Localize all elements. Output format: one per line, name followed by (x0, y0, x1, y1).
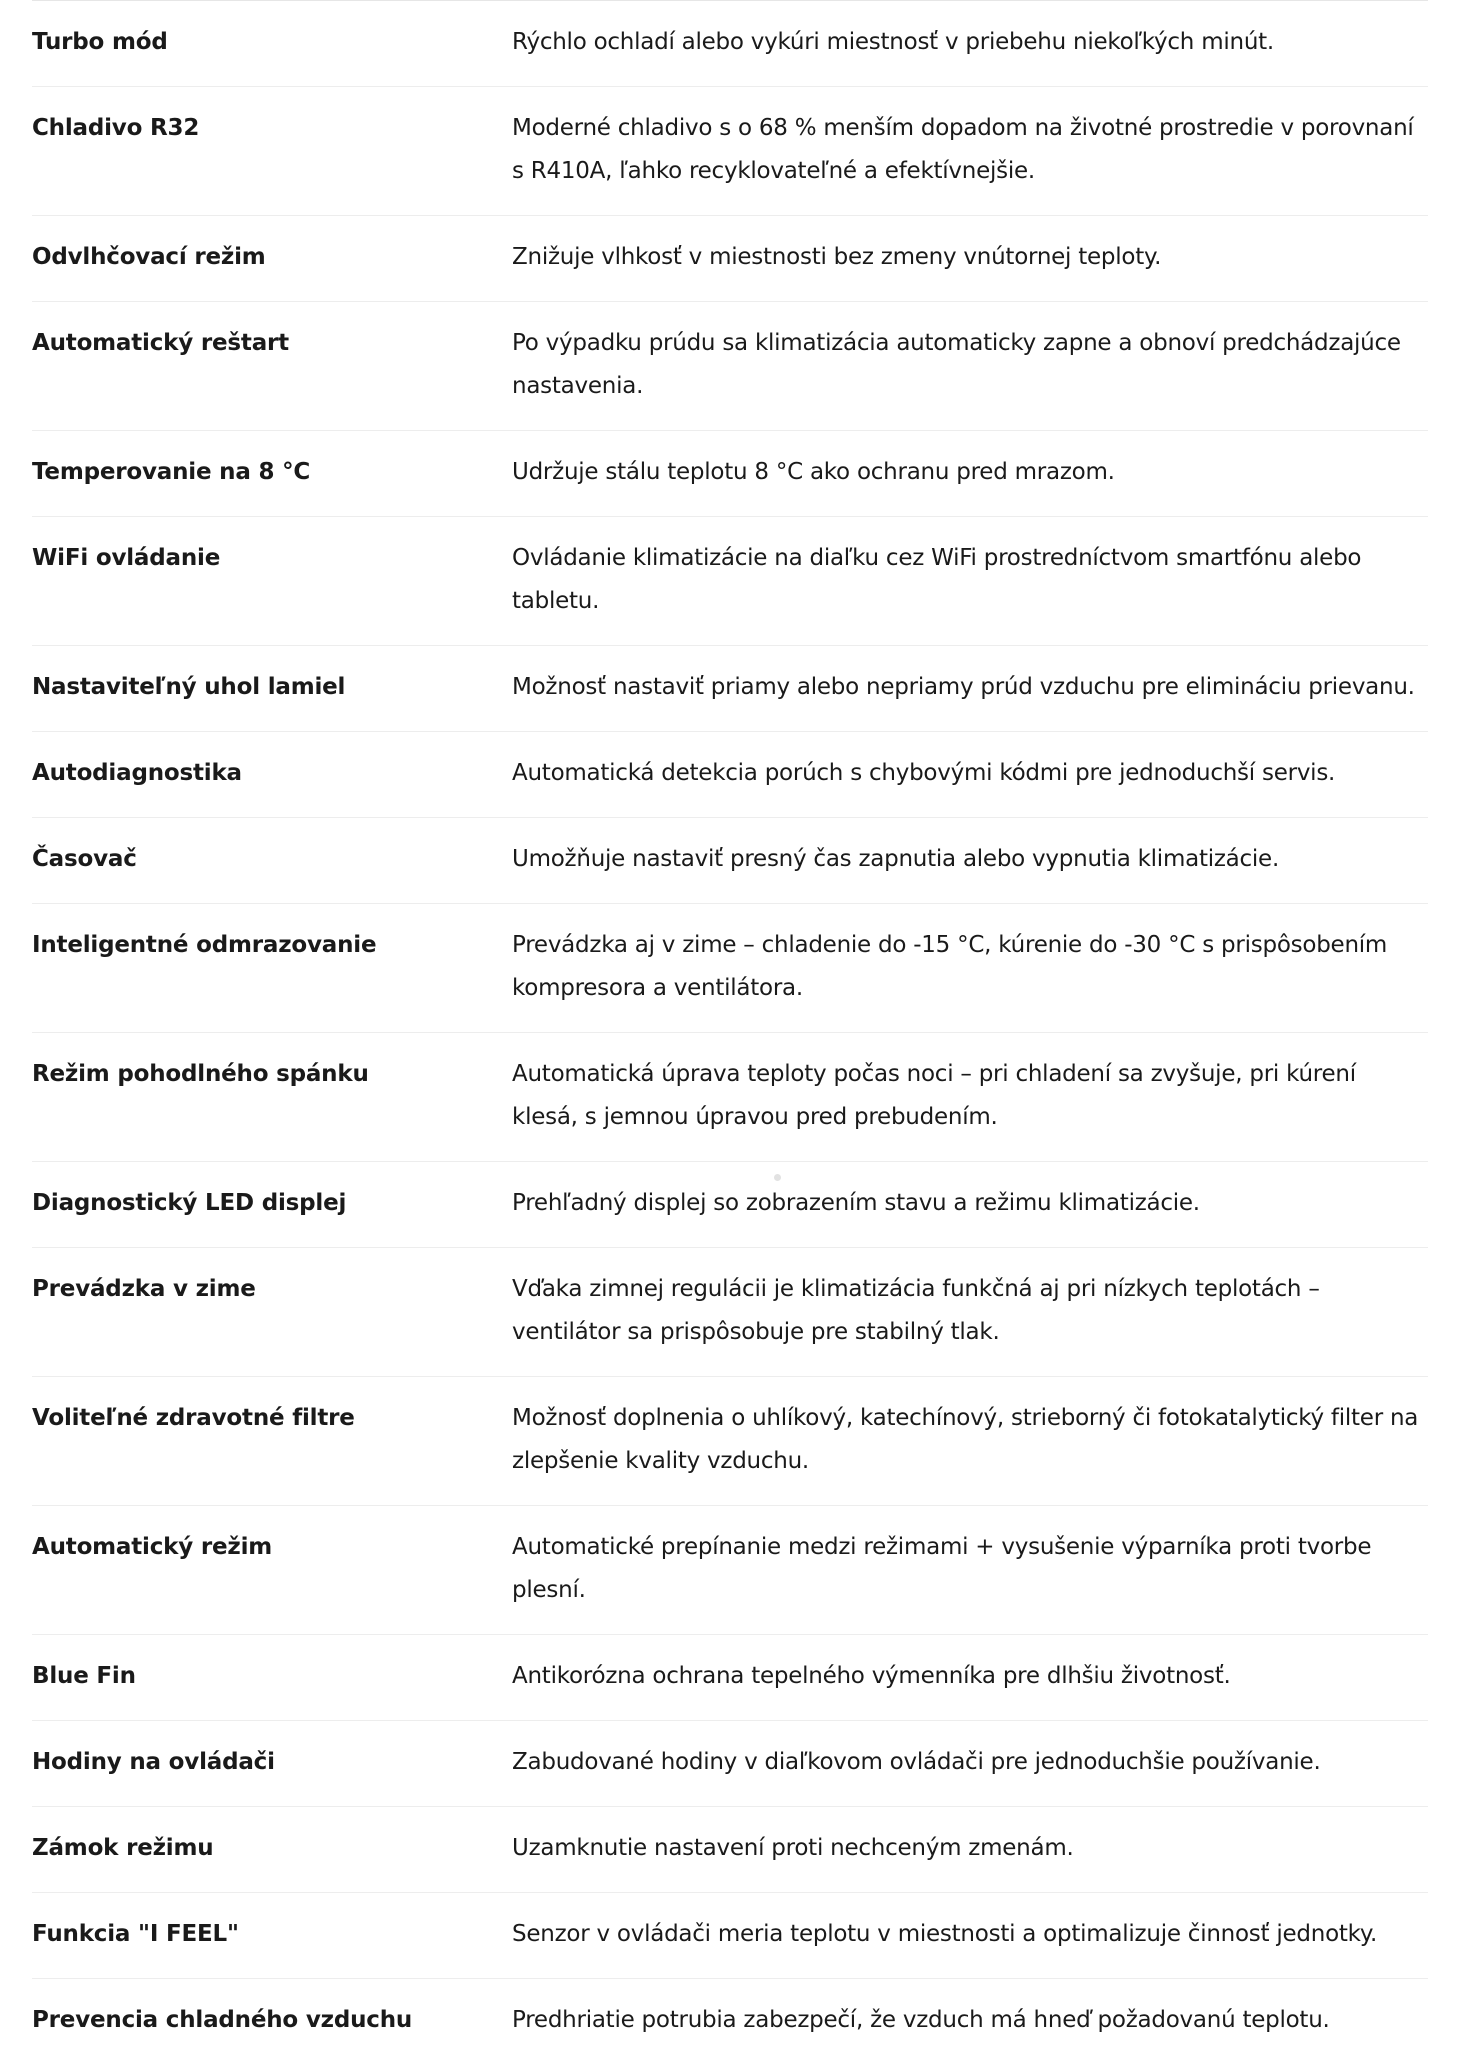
feature-description: Predhriatie potrubia zabezpečí, že vzduch má hneď požadovanú teplotu. (512, 2007, 1330, 2033)
feature-description: Ovládanie klimatizácie na diaľku cez WiFi prostredníctvom smartfónu alebo tabletu. (512, 545, 1362, 614)
table-row (32, 1248, 1428, 1377)
feature-name: Nastaviteľný uhol lamiel (32, 674, 346, 700)
feature-name: Časovač (32, 846, 137, 872)
decorative-dot (774, 1174, 781, 1181)
feature-name: Voliteľné zdravotné filtre (32, 1405, 355, 1431)
feature-name: Inteligentné odmrazovanie (32, 932, 377, 958)
table-row (32, 732, 1428, 818)
feature-description: Automatická úprava teploty počas noci – pri chladení sa zvyšuje, pri kúrení klesá, s jemnou úpravou pred prebudením. (512, 1061, 1356, 1130)
feature-description: Umožňuje nastaviť presný čas zapnutia alebo vypnutia klimatizácie. (512, 846, 1280, 872)
feature-name: Prevádzka v zime (32, 1276, 256, 1302)
table-row (32, 1506, 1428, 1635)
feature-name: Turbo mód (32, 29, 168, 55)
table-row (32, 646, 1428, 732)
feature-name: WiFi ovládanie (32, 545, 221, 571)
feature-description: Senzor v ovládači meria teplotu v miestnosti a optimalizuje činnosť jednotky. (512, 1921, 1378, 1947)
feature-description: Znižuje vlhkosť v miestnosti bez zmeny vnútornej teploty. (512, 244, 1162, 270)
feature-name: Zámok režimu (32, 1835, 214, 1861)
feature-name: Odvlhčovací režim (32, 244, 266, 270)
table-row (32, 1979, 1428, 2064)
feature-name: Diagnostický LED displej (32, 1190, 347, 1216)
feature-name: Automatický režim (32, 1534, 273, 1560)
feature-name: Blue Fin (32, 1663, 136, 1689)
feature-name: Chladivo R32 (32, 115, 200, 141)
feature-description: Rýchlo ochladí alebo vykúri miestnosť v priebehu niekoľkých minút. (512, 29, 1274, 55)
feature-description: Prehľadný displej so zobrazením stavu a režimu klimatizácie. (512, 1190, 1200, 1216)
table-row (32, 1, 1428, 87)
feature-description: Zabudované hodiny v diaľkovom ovládači pre jednoduchšie používanie. (512, 1749, 1321, 1775)
feature-name: Prevencia chladného vzduchu (32, 2007, 413, 2033)
feature-description: Prevádzka aj v zime – chladenie do -15 °C, kúrenie do -30 °C s prispôsobením kompresora a ventilátora. (512, 932, 1388, 1001)
feature-name: Automatický reštart (32, 330, 289, 356)
feature-description: Možnosť nastaviť priamy alebo nepriamy prúd vzduchu pre elimináciu prievanu. (512, 674, 1415, 700)
table-row (32, 1807, 1428, 1893)
table-row (32, 302, 1428, 431)
feature-description: Možnosť doplnenia o uhlíkový, katechínový, strieborný či fotokatalytický filter na zlepšenie kvality vzduchu. (512, 1405, 1419, 1474)
table-row (32, 1635, 1428, 1721)
table-row (32, 1162, 1428, 1248)
feature-table (32, 0, 1428, 2064)
feature-description: Vďaka zimnej regulácii je klimatizácia funkčná aj pri nízkych teplotách – ventilátor sa prispôsobuje pre stabilný tlak. (512, 1276, 1320, 1345)
table-row (32, 1893, 1428, 1979)
table-row (32, 1721, 1428, 1807)
feature-description: Automatické prepínanie medzi režimami + vysušenie výparníka proti tvorbe plesní. (512, 1534, 1372, 1603)
feature-name: Funkcia "I FEEL" (32, 1921, 239, 1947)
table-row (32, 1377, 1428, 1506)
table-row (32, 1033, 1428, 1162)
table-row (32, 517, 1428, 646)
feature-description: Udržuje stálu teplotu 8 °C ako ochranu pred mrazom. (512, 459, 1115, 485)
table-row (32, 431, 1428, 517)
feature-name: Hodiny na ovládači (32, 1749, 275, 1775)
feature-name: Temperovanie na 8 °C (32, 459, 311, 485)
feature-description: Po výpadku prúdu sa klimatizácia automaticky zapne a obnoví predchádzajúce nastavenia. (512, 330, 1401, 399)
feature-name: Autodiagnostika (32, 760, 242, 786)
table-row (32, 87, 1428, 216)
table-row (32, 818, 1428, 904)
feature-description: Moderné chladivo s o 68 % menším dopadom na životné prostredie v porovnaní s R410A, ľahko recyklovateľné a efektívnejšie. (512, 115, 1414, 184)
table-row (32, 216, 1428, 302)
feature-name: Režim pohodlného spánku (32, 1061, 369, 1087)
feature-description: Automatická detekcia porúch s chybovými kódmi pre jednoduchší servis. (512, 760, 1336, 786)
feature-description: Antikorózna ochrana tepelného výmenníka pre dlhšiu životnosť. (512, 1663, 1231, 1689)
feature-description: Uzamknutie nastavení proti nechceným zmenám. (512, 1835, 1074, 1861)
table-row (32, 904, 1428, 1033)
